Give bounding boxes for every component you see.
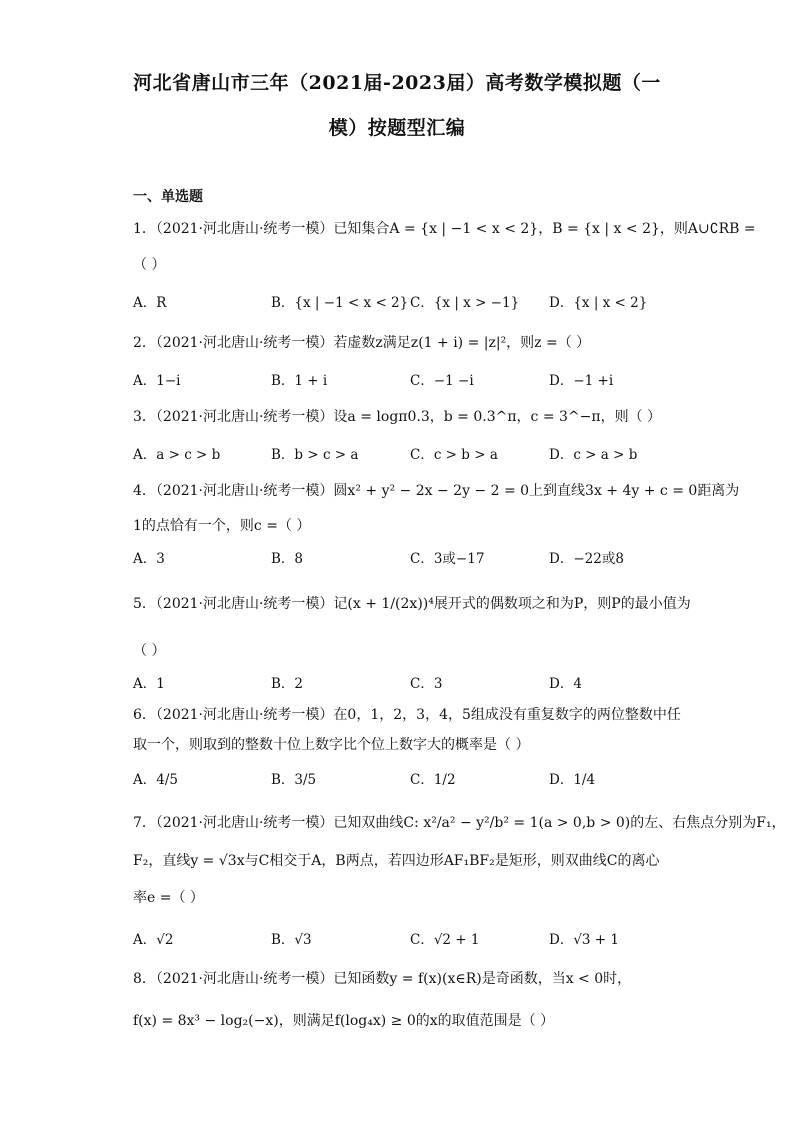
question-6-stem-cont: 取一个，则取到的整数十位上数字比个位上数字大的概率是（ ） <box>133 737 530 753</box>
question-7-stem-cont-1: F₂，直线y = √3x与C相交于A，B两点，若四边形AF₁BF₂是矩形，则双曲线C的离心 <box>133 853 660 869</box>
question-5-stem: 5．（2021·河北唐山·统考一模）记(x + 1/(2x))⁴展开式的偶数项之和为P，则P的最小值为 <box>133 596 691 612</box>
question-3-stem: 3．（2021·河北唐山·统考一模）设a = logπ0.3，b = 0.3^π，c = 3^−π，则（ ） <box>133 409 662 425</box>
option-c: C．{x | x > −1} <box>410 295 520 311</box>
question-4-stem: 4．（2021·河北唐山·统考一模）圆x² + y² − 2x − 2y − 2 = 0上到直线3x + 4y + c = 0距离为 <box>133 483 740 499</box>
option-c: C．3或−17 <box>410 551 485 567</box>
option-b: B．2 <box>271 676 304 692</box>
option-b: B．b > c > a <box>271 447 359 463</box>
option-a: A．3 <box>133 551 165 567</box>
question-7-stem: 7．（2021·河北唐山·统考一模）已知双曲线C: x²/a² − y²/b² = 1(a > 0,b > 0)的左、右焦点分别为F₁， <box>133 815 786 831</box>
question-1-stem-cont: （ ） <box>133 257 166 273</box>
option-b: B．√3 <box>271 932 312 948</box>
option-a: A．√2 <box>133 932 174 948</box>
option-c: C．−1 −i <box>410 373 474 389</box>
question-2-stem: 2．（2021·河北唐山·统考一模）若虚数z满足z(1 + i) = |z|²，则z =（ ） <box>133 335 591 351</box>
question-8-stem-cont: f(x) = 8x³ − log₂(−x)，则满足f(log₄x) ≥ 0的x的取值范围是（ ） <box>133 1013 555 1029</box>
question-4-stem-cont: 1的点恰有一个，则c =（ ） <box>133 518 311 534</box>
option-d: D．1/4 <box>549 772 596 788</box>
option-a: A．1−i <box>133 373 181 389</box>
question-1-stem: 1．（2021·河北唐山·统考一模）已知集合A = {x | −1 < x < 2}，B = {x | x < 2}，则A∪∁RB = <box>133 221 756 237</box>
option-b: B．8 <box>271 551 304 567</box>
option-b: B．{x | −1 < x < 2} <box>271 295 409 311</box>
section-heading: 一、单选题 <box>133 189 203 205</box>
option-b: B．1 + i <box>271 373 328 389</box>
question-6-stem: 6．（2021·河北唐山·统考一模）在0，1，2，3，4，5组成没有重复数字的两位整数中任 <box>133 707 681 723</box>
option-d: D．−1 +i <box>549 373 614 389</box>
option-a: A．1 <box>133 676 165 692</box>
question-5-stem-cont: （ ） <box>133 643 166 659</box>
question-7-stem-cont-2: 率e =（ ） <box>133 890 204 906</box>
option-d: D．√3 + 1 <box>549 932 619 948</box>
option-c: C．√2 + 1 <box>410 932 480 948</box>
option-d: D．{x | x < 2} <box>549 295 648 311</box>
option-d: D．4 <box>549 676 582 692</box>
option-a: A．a > c > b <box>133 447 221 463</box>
question-8-stem: 8．（2021·河北唐山·统考一模）已知函数y = f(x)(x∈R)是奇函数，当x < 0时， <box>133 971 632 987</box>
option-b: B．3/5 <box>271 772 317 788</box>
document-title-line-1: 河北省唐山市三年（2021届-2023届）高考数学模拟题（一 <box>133 72 661 94</box>
document-title-line-2: 模）按题型汇编 <box>328 117 466 139</box>
option-c: C．1/2 <box>410 772 456 788</box>
option-a: A．R <box>133 295 167 311</box>
option-c: C．3 <box>410 676 443 692</box>
option-d: D．c > a > b <box>549 447 638 463</box>
option-d: D．−22或8 <box>549 551 624 567</box>
option-c: C．c > b > a <box>410 447 498 463</box>
option-a: A．4/5 <box>133 772 178 788</box>
